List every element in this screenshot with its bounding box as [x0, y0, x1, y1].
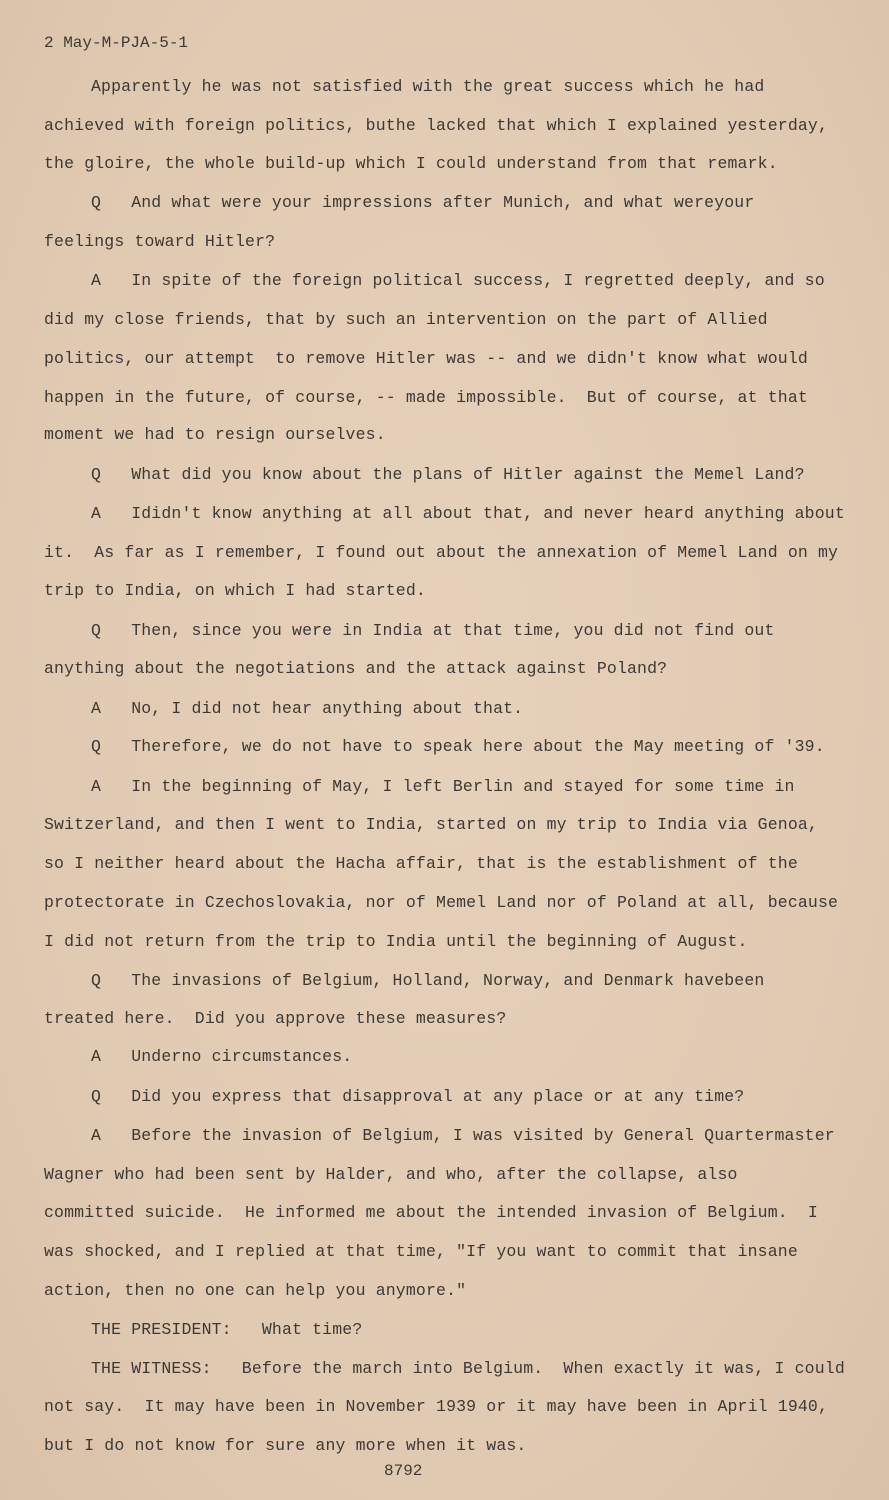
text-line: A Ididn't know anything at all about that, and never heard anything about — [91, 504, 845, 523]
text-line: Q And what were your impressions after Munich, and what wereyour — [91, 193, 755, 212]
text-line: happen in the future, of course, -- made impossible. But of course, at that — [44, 388, 808, 407]
text-line: Q Did you express that disapproval at any place or at any time? — [91, 1087, 745, 1106]
text-line: moment we had to resign ourselves. — [44, 425, 386, 444]
text-line: was shocked, and I replied at that time, "If you want to commit that insane — [44, 1242, 798, 1261]
text-line: so I neither heard about the Hacha affair, that is the establishment of the — [44, 854, 798, 873]
text-line: committed suicide. He informed me about the intended invasion of Belgium. I — [44, 1203, 818, 1222]
text-line: A In spite of the foreign political success, I regretted deeply, and so — [91, 271, 825, 290]
text-line: Q Then, since you were in India at that time, you did not find out — [91, 621, 775, 640]
text-line: Q What did you know about the plans of Hitler against the Memel Land? — [91, 465, 805, 484]
text-line: A No, I did not hear anything about that. — [91, 699, 524, 718]
text-line: achieved with foreign politics, buthe lacked that which I explained yesterday, — [44, 116, 829, 135]
text-line: I did not return from the trip to India until the beginning of August. — [44, 932, 748, 951]
text-line: not say. It may have been in November 1939 or it may have been in April 1940, — [44, 1397, 829, 1416]
text-line: the gloire, the whole build-up which I could understand from that remark. — [44, 154, 778, 173]
text-line: but I do not know for sure any more when it was. — [44, 1436, 527, 1455]
text-line: protectorate in Czechoslovakia, nor of Memel Land nor of Poland at all, because — [44, 893, 839, 912]
text-line: action, then no one can help you anymore." — [44, 1281, 467, 1300]
text-line: A In the beginning of May, I left Berlin and stayed for some time in — [91, 777, 795, 796]
text-line: did my close friends, that by such an intervention on the part of Allied — [44, 310, 768, 329]
text-line: THE PRESIDENT: What time? — [91, 1320, 363, 1339]
text-line: Wagner who had been sent by Halder, and who, after the collapse, also — [44, 1165, 738, 1184]
text-line: Apparently he was not satisfied with the great success which he had — [91, 77, 765, 96]
text-line: Switzerland, and then I went to India, started on my trip to India via Genoa, — [44, 815, 818, 834]
text-line: Q The invasions of Belgium, Holland, Norway, and Denmark havebeen — [91, 971, 765, 990]
text-line: politics, our attempt to remove Hitler was -- and we didn't know what would — [44, 349, 808, 368]
text-line: A Before the invasion of Belgium, I was visited by General Quartermaster — [91, 1126, 835, 1145]
text-line: trip to India, on which I had started. — [44, 581, 426, 600]
text-line: feelings toward Hitler? — [44, 232, 276, 251]
page-number: 8792 — [384, 1462, 423, 1480]
text-line: THE WITNESS: Before the march into Belgium. When exactly it was, I could — [91, 1359, 845, 1378]
text-line: anything about the negotiations and the attack against Poland? — [44, 659, 668, 678]
text-line: A Underno circumstances. — [91, 1047, 353, 1066]
text-line: treated here. Did you approve these measures? — [44, 1009, 507, 1028]
document-header: 2 May-M-PJA-5-1 — [44, 34, 189, 52]
text-line: Q Therefore, we do not have to speak here about the May meeting of '39. — [91, 737, 825, 756]
text-line: it. As far as I remember, I found out about the annexation of Memel Land on my — [44, 543, 839, 562]
